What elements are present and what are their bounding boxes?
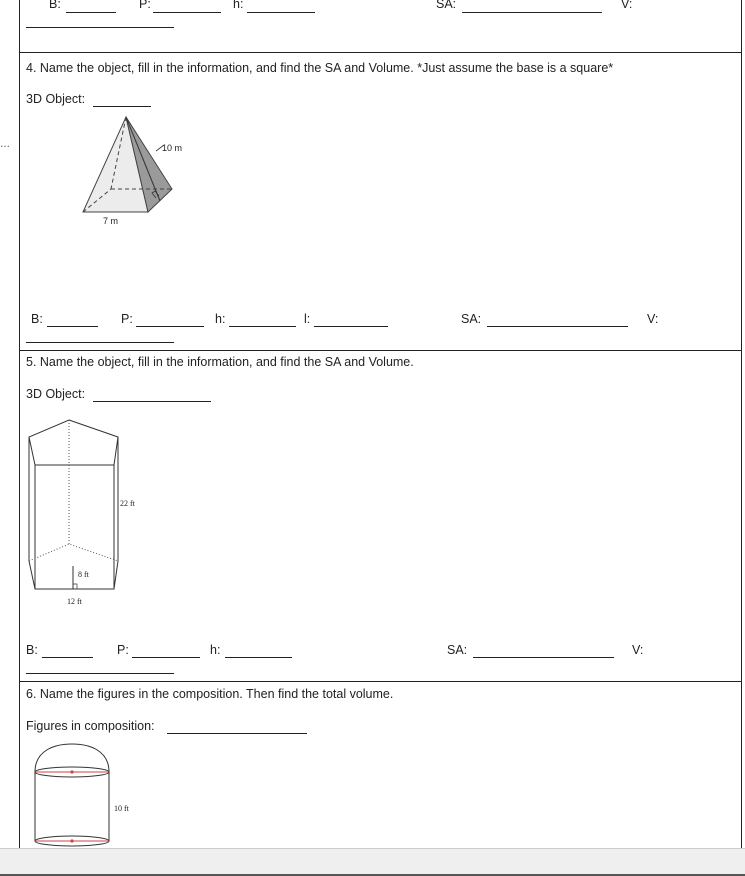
- height-label: h:: [215, 312, 226, 326]
- surface-area-answer-line[interactable]: [462, 12, 602, 13]
- question-4: [20, 52, 741, 351]
- surface-area-label: SA:: [436, 0, 457, 11]
- surface-area-answer-line[interactable]: [487, 326, 628, 327]
- perimeter-label: P:: [117, 643, 129, 657]
- object-answer-line[interactable]: [93, 106, 151, 107]
- object-answer-line[interactable]: [93, 401, 211, 402]
- question-5-text: 5. Name the object, fill in the information, and find the SA and Volume.: [26, 355, 414, 369]
- height-answer-line[interactable]: [225, 657, 292, 658]
- cylinder-height-dimension: 10 ft: [114, 804, 129, 813]
- base-answer-line[interactable]: [66, 12, 116, 13]
- base-answer-line[interactable]: [47, 326, 98, 327]
- base-label: B:: [49, 0, 61, 11]
- question-4-text: 4. Name the object, fill in the information, and find the SA and Volume. *Just assume the base is a square*: [26, 61, 614, 75]
- cylinder-hemisphere-figure: [32, 741, 114, 848]
- question-3-tail: [20, 0, 741, 53]
- bottom-toolbar: [0, 848, 745, 876]
- perimeter-label: P:: [139, 0, 151, 11]
- prism-height-dimension: 22 ft: [120, 499, 135, 508]
- base-label: B:: [31, 312, 43, 326]
- surface-area-label: SA:: [447, 643, 468, 657]
- volume-label: V:: [647, 312, 659, 326]
- surface-area-label: SA:: [461, 312, 482, 326]
- height-answer-line[interactable]: [229, 326, 296, 327]
- composition-label: Figures in composition:: [26, 719, 155, 733]
- volume-label: V:: [621, 0, 633, 11]
- worksheet-page: [19, 0, 742, 848]
- question-6: [20, 681, 741, 848]
- margin-ellipsis: ...: [0, 136, 11, 150]
- side-length-dimension: 12 ft: [67, 597, 82, 606]
- volume-answer-line[interactable]: [26, 673, 174, 674]
- perimeter-answer-line[interactable]: [136, 326, 204, 327]
- volume-answer-line[interactable]: [26, 342, 174, 343]
- volume-answer-line[interactable]: [26, 27, 174, 28]
- slant-height-answer-line[interactable]: [314, 326, 388, 327]
- volume-label: V:: [632, 643, 644, 657]
- slant-height-dimension: 10 m: [162, 143, 183, 153]
- height-answer-line[interactable]: [247, 12, 315, 13]
- square-pyramid-figure: [78, 111, 198, 231]
- height-label: h:: [210, 643, 221, 657]
- perimeter-label: P:: [121, 312, 133, 326]
- perimeter-answer-line[interactable]: [153, 12, 221, 13]
- slant-height-label: l:: [304, 312, 311, 326]
- composition-answer-line[interactable]: [167, 733, 307, 734]
- base-edge-dimension: 7 m: [103, 216, 119, 226]
- question-6-text: 6. Name the figures in the composition. Then find the total volume.: [26, 687, 394, 701]
- apothem-dimension: 8 ft: [78, 570, 89, 579]
- perimeter-answer-line[interactable]: [132, 657, 200, 658]
- object-label: 3D Object:: [26, 387, 86, 401]
- question-5: [20, 349, 741, 682]
- object-label: 3D Object:: [26, 92, 86, 106]
- base-label: B:: [26, 643, 38, 657]
- surface-area-answer-line[interactable]: [473, 657, 614, 658]
- height-label: h:: [233, 0, 244, 11]
- base-answer-line[interactable]: [42, 657, 93, 658]
